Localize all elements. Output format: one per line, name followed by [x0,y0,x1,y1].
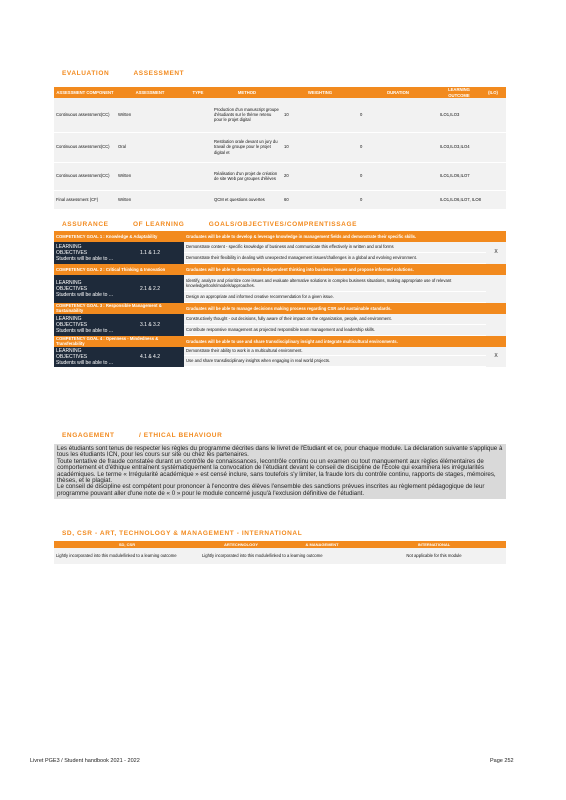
objective-row [54,275,506,292]
sdg-section-title: SD, CSR - ART, TECHNOLOGY & MANAGEMENT - INTERNATIONAL [62,530,303,537]
engagement-section-title [62,432,244,439]
learning-objectives-label [54,242,116,264]
cell-assessment: Written [116,98,184,132]
evaluation-title-a: EVALUATION [62,70,110,77]
evaluation-header-row [54,87,506,98]
objective-row [54,347,506,356]
assurance-title-b: OF LEARNING [132,221,185,228]
sdg-header: & MANAGEMENT [282,541,362,548]
table-row [54,162,506,190]
page-number: 252 [504,758,514,764]
lo-mark: X [486,347,506,367]
goal-row [54,231,506,242]
objective-row [54,314,506,325]
sdg-header-row [54,541,506,548]
cell-weighting: 60 [282,190,358,209]
header-weighting: WEIGHTING [282,87,358,98]
lo-subheading: Students will be able to ... [56,327,113,334]
sdg-cell: Lightly incorporated into this module/linked to a learning outcome [200,548,362,564]
cell-ilo: ILO1,ILO3 [438,98,506,132]
learning-objectives-label [54,314,116,336]
header-assessment: ASSESSMENT [116,87,184,98]
lo-description: Design an appropriate and informed creative recommendation for a given issue. [184,292,486,303]
assurance-title-a: ASSURANCE [62,221,109,228]
engagement-paragraph: Le conseil de discipline est compétent pour prononcer à l'encontre des élèves l'ensemble des sanctions prévues inscrites au règlement pédagogique de leur programme pouvant aller d'une note de « 0 » pour le module concerné jusqu'à l'exclusion définitive de l'étudiant. [57,483,485,497]
goal-title: COMPETENCY GOAL 4 : Openness - Mindedness & Transferability [54,336,184,348]
lo-subheading: Students will be able to ... [56,255,113,262]
table-row [54,132,506,162]
lo-description: Demonstrate their ability to work in a multicultural environment. [184,347,486,356]
cell-weighting: 10 [282,98,358,132]
cell-assessment: Oral [116,132,184,162]
cell-duration: 0 [358,162,438,190]
lo-mark: X [486,242,506,264]
lo-description: Constructively thought - out decisions, fully aware of their impact on the organization, people, and environment. [184,314,486,325]
lo-number: 1.1 & 1.2 [116,242,184,264]
sdg-cell: Not applicable for this module [362,548,506,564]
lo-heading: LEARNING OBJECTIVES [56,243,88,256]
header-ilo: (ILO) [480,87,506,98]
cell-component: Continuous assessment(CC) [54,162,116,190]
evaluation-title-b: ASSESSMENT [133,70,185,77]
header-learning-outcome: LEARNING OUTCOME [438,87,480,98]
engagement-text-box [54,444,506,499]
cell-method: QCM et questions ouvertes [212,190,282,209]
lo-subheading: Students will be able to ... [56,291,113,298]
header-method: METHOD [212,87,282,98]
cell-weighting: 20 [282,162,358,190]
evaluation-section-title [62,70,206,77]
cell-method: Production d'un manuscript groupe d'étudiants sur le thème retenu pour le projet digital [212,98,282,132]
engagement-title-b: / ETHICAL BEHAVIOUR [139,432,223,439]
header-duration: DURATION [358,87,438,98]
goal-title: COMPETENCY GOAL 1 : Knowledge & Adaptability [54,231,184,242]
lo-description: Use and share transdisciplinary insights when engaging in real world projects. [184,356,486,367]
table-row [54,190,506,209]
engagement-paragraph: Toute tentative de fraude constatée durant un contrôle de connaissances, lecontrôle continu ou un examen ou tout manquement aux règles élémentaires de comportement et d'éthique entraînent systématiquement la convocation de l'étudiant devant le conseil de discipline de l'Ecole qui examinera les irrégularités académiques. Le terme « Irrégularité académique » est censé inclure, sans toutefois s'y limiter, la fraude lors du contrôle continu, rapports de stages, mémoires, thèses, et le plagiat. [57,457,496,485]
cell-component: Final assessment (CF) [54,190,116,209]
assurance-section-title [62,221,379,228]
page-label: Page [490,758,503,764]
cell-assessment: Written [116,190,184,209]
lo-mark [486,275,506,303]
assurance-table [54,231,506,367]
cell-ilo: ILO1,ILO6,ILO7 [438,162,506,190]
evaluation-table [54,87,506,210]
cell-type [184,132,212,162]
table-row [54,548,506,564]
cell-weighting: 10 [282,132,358,162]
cell-ilo: ILO3,ILO3,ILO4 [438,132,506,162]
cell-duration: 0 [358,132,438,162]
cell-ilo: ILO1,ILO6,ILO7, ILO8 [438,190,506,209]
cell-component: Continuous assessment(CC) [54,132,116,162]
goal-description: Graduates will be able to use and share transdisciplinary insight and integrate multicultural environments. [184,336,506,348]
sdg-cell: Lightly incorporated into this module/linked to a learning outcome [54,548,200,564]
sdg-table [54,541,506,564]
assurance-title-c: GOALS/OBJECTIVES/COMPRENTISSAGE [208,221,358,228]
cell-method: Restitution orale devant un jury du travail de groupe pour le projet digital et [212,132,282,162]
lo-heading: LEARNING OBJECTIVES [56,347,88,360]
cell-method: Réalisation d'un projet de création de site Web par groupes d'élèves [212,162,282,190]
goal-row [54,336,506,348]
lo-description: Identify, analyze and prioritize core issues and evaluate alternative solutions in complex business situations, making appropriate use of relevant knowledge/tools/models/approaches. [184,275,486,292]
goal-description: Graduates will be able to develop & leverage knowledge in management fields and demonstrate their specific skills. [184,231,506,242]
goal-title: COMPETENCY GOAL 2 : Critical Thinking & Innovation [54,264,184,276]
cell-duration: 0 [358,98,438,132]
table-row [54,98,506,132]
cell-assessment: Written [116,162,184,190]
engagement-title-a: ENGAGEMENT [62,432,115,439]
goal-description: Graduates will be able to manage decisions making process regarding CSR and sustainable standards. [184,303,506,315]
lo-number: 3.1 & 3.2 [116,314,184,336]
lo-heading: LEARNING OBJECTIVES [56,315,88,328]
lo-description: Demonstrate content - specific knowledge of business and communicate this effectively in written and oral forms [184,242,486,253]
header-type: TYPE [184,87,212,98]
sdg-header: INTERNATIONAL [362,541,506,548]
sdg-header: SD, CSR [54,541,200,548]
cell-component: Continuous assessment(CC) [54,98,116,132]
cell-type [184,190,212,209]
goal-row [54,264,506,276]
cell-duration: 0 [358,190,438,209]
lo-mark [486,314,506,336]
lo-number: 2.1 & 2.2 [116,275,184,303]
learning-objectives-label [54,347,116,367]
cell-type [184,162,212,190]
goal-row [54,303,506,315]
sdg-header: ARTECHNOLOGY [200,541,282,548]
goal-title: COMPETENCY GOAL 3 : Responsible Management & Sustainability [54,303,184,315]
objective-row [54,242,506,253]
lo-subheading: Students will be able to ... [56,359,113,366]
cell-type [184,98,212,132]
lo-description: Demonstrate their flexibility in dealing with unexpected management issues/challenges in a global and evolving environment. [184,253,486,264]
lo-description: Contribute responsive management as projected responsible team management and leadership skills. [184,325,486,336]
lo-number: 4.1 & 4.2 [116,347,184,367]
engagement-paragraph: Les étudiants sont tenus de respecter les règles du programme décrites dans le livret de l'Etudiant et ce, pour chaque module. La déclaration suivante s'applique à tous les étudiants ICN, pour les cours sur site ou chez les partenaires. [57,445,503,459]
goal-description: Graduates will be able to demonstrate independent thinking into business issues and propose informed solutions. [184,264,506,276]
footer-page [490,758,514,764]
footer-left: Livret PGE3 / Student handbook 2021 - 2022 [30,758,140,764]
learning-objectives-label [54,275,116,303]
lo-heading: LEARNING OBJECTIVES [56,279,88,292]
header-component: ASSESSMENT COMPONENT [54,87,116,98]
